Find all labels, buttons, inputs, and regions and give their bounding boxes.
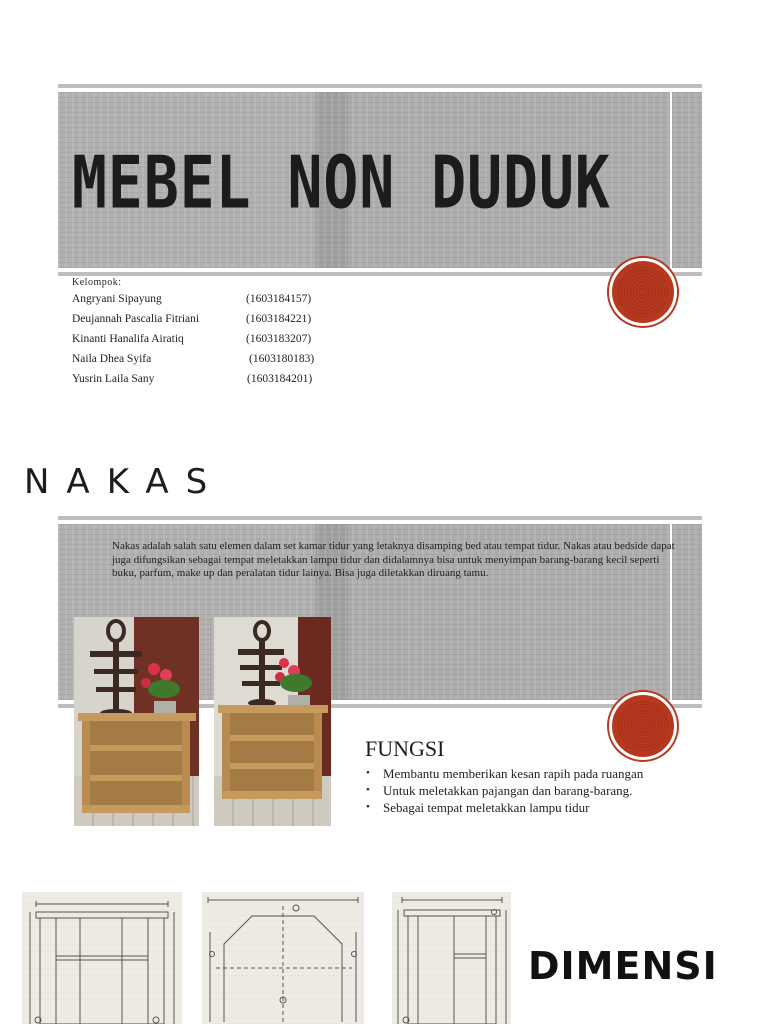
nakas-photo-side: [214, 617, 331, 826]
member-row: [72, 293, 372, 313]
dimension-drawing-top: [202, 892, 364, 1024]
front-view-sketch: [22, 892, 182, 1024]
member-row: [72, 353, 372, 373]
fungsi-item: • Untuk meletakkan pajangan dan barang-barang.: [366, 782, 643, 799]
member-row: [72, 313, 372, 333]
red-circle-badge: [609, 258, 677, 326]
banner-divider-line: [670, 92, 672, 268]
top-view-sketch: [202, 892, 364, 1024]
member-id: (1603184201): [247, 373, 313, 385]
nakas-illustration: [74, 617, 199, 826]
side-view-sketch: [392, 892, 511, 1024]
nakas-description: Nakas adalah salah satu elemen dalam set kamar tidur yang letaknya disamping bed atau tempat tidur. Nakas atau bedside dapat juga difungsikan sebagai tempat meletakkan lampu tidur dan didalamnya bisa untuk menyimpan barang-barang kecil seperti buku, parfum, make up dan peralatan tidur lainya. Bisa juga diletakkan diruang tamu.: [112, 540, 675, 579]
member-id: (1603184157): [246, 293, 312, 305]
member-row: [72, 333, 372, 353]
nakas-illustration: [214, 617, 331, 826]
fungsi-item: • Membantu memberikan kesan rapih pada ruangan: [366, 765, 643, 782]
fungsi-heading: FUNGSI: [365, 736, 445, 761]
member-list: [72, 293, 372, 393]
dimensi-heading: DIMENSI: [528, 944, 718, 988]
red-circle-badge: [609, 692, 677, 760]
member-row: [72, 373, 372, 393]
nakas-heading: NAKAS: [24, 462, 225, 502]
member-name: Naila Dhea Syifa: [72, 353, 152, 365]
member-name: Yusrin Laila Sany: [72, 373, 155, 385]
dimension-drawing-side: [392, 892, 511, 1024]
dimension-drawing-front: [22, 892, 182, 1024]
fungsi-list: [366, 765, 643, 816]
member-name: Kinanti Hanalifa Airatiq: [72, 333, 184, 345]
member-id: (1603183207): [246, 333, 312, 345]
member-name: Deujannah Pascalia Fitriani: [72, 313, 200, 325]
fungsi-item: • Sebagai tempat meletakkan lampu tidur: [366, 799, 643, 816]
member-id: (1603180183): [249, 353, 315, 365]
nakas-photo-front: [74, 617, 199, 826]
main-title: MEBEL NON DUDUK: [72, 140, 611, 225]
member-name: Angryani Sipayung: [72, 293, 162, 305]
member-id: (1603184221): [246, 313, 312, 325]
group-label: Kelompok:: [72, 277, 122, 288]
